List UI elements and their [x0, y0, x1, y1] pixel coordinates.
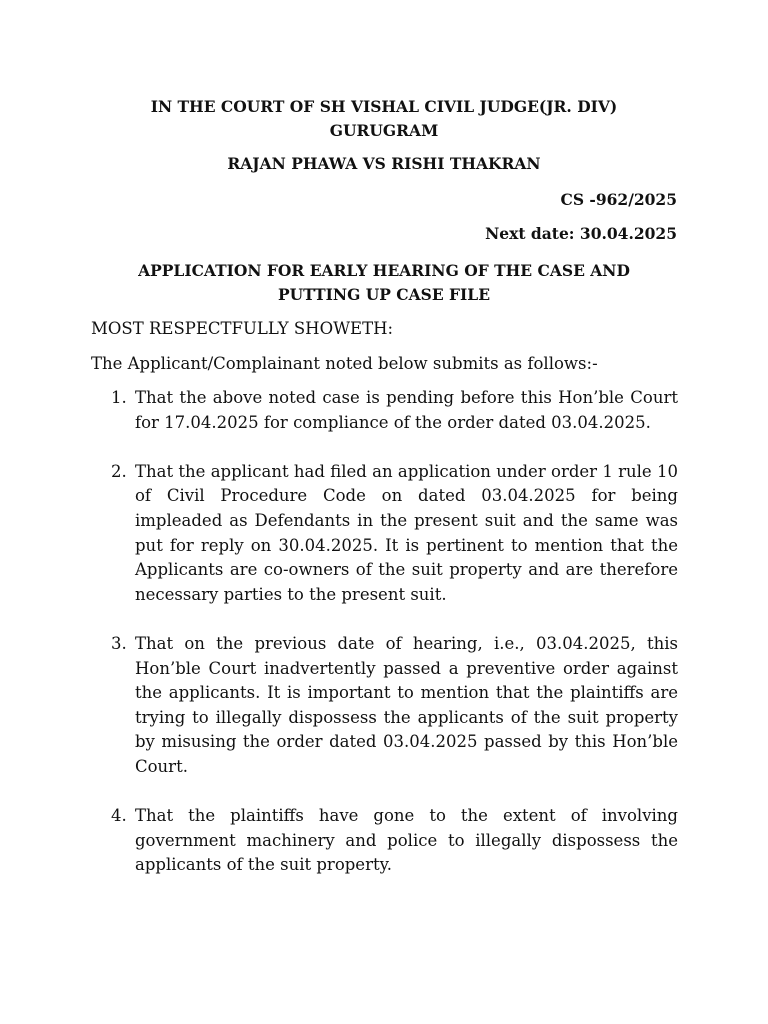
- point-text: That the applicant had filed an application under order 1 rule 10 of Civil Procedure Code on dated 03.04.2025 for being impleaded as Defendants in the present suit and the same was put for reply on 30.04.2025. It is pertinent to mention that the Applicants are co-owners of the suit property and are therefore necessary parties to the present suit.: [135, 461, 678, 604]
- application-title-line1: APPLICATION FOR EARLY HEARING OF THE CASE AND: [138, 261, 630, 280]
- salutation: MOST RESPECTFULLY SHOWETH:: [91, 319, 394, 338]
- list-item: [91, 632, 678, 780]
- point-text: That on the previous date of hearing, i.e., 03.04.2025, this Hon’ble Court inadvertently passed a preventive order against the applicants. It is important to mention that the plaintiffs are trying to illegally dispossess the applicants of the suit property by misusing the order dated 03.04.2025 passed by this Hon’ble Court.: [135, 633, 678, 776]
- point-number: 4.: [111, 806, 127, 826]
- intro-statement: The Applicant/Complainant noted below submits as follows:-: [91, 354, 598, 373]
- case-parties: RAJAN PHAWA VS RISHI THAKRAN: [227, 154, 541, 173]
- court-heading: [0, 95, 768, 143]
- case-number: CS -962/2025: [560, 190, 677, 209]
- numbered-points: [91, 386, 678, 902]
- application-title-line2: PUTTING UP CASE FILE: [277, 285, 491, 304]
- point-text: That the plaintiffs have gone to the extent of involving government machinery and police to illegally dispossess the applicants of the suit property.: [135, 806, 678, 875]
- court-name: IN THE COURT OF SH VISHAL CIVIL JUDGE(JR. DIV): [150, 97, 618, 116]
- point-number: 1.: [111, 388, 127, 407]
- next-hearing-date: Next date: 30.04.2025: [485, 224, 677, 243]
- list-item: [91, 386, 678, 435]
- application-title: [0, 259, 768, 307]
- court-city: GURUGRAM: [329, 121, 439, 140]
- point-number: 2.: [111, 461, 127, 481]
- list-item: [91, 460, 678, 608]
- list-item: [91, 804, 678, 878]
- point-text: That the above noted case is pending before this Hon’ble Court for 17.04.2025 for compliance of the order dated 03.04.2025.: [135, 388, 678, 432]
- point-number: 3.: [111, 633, 127, 653]
